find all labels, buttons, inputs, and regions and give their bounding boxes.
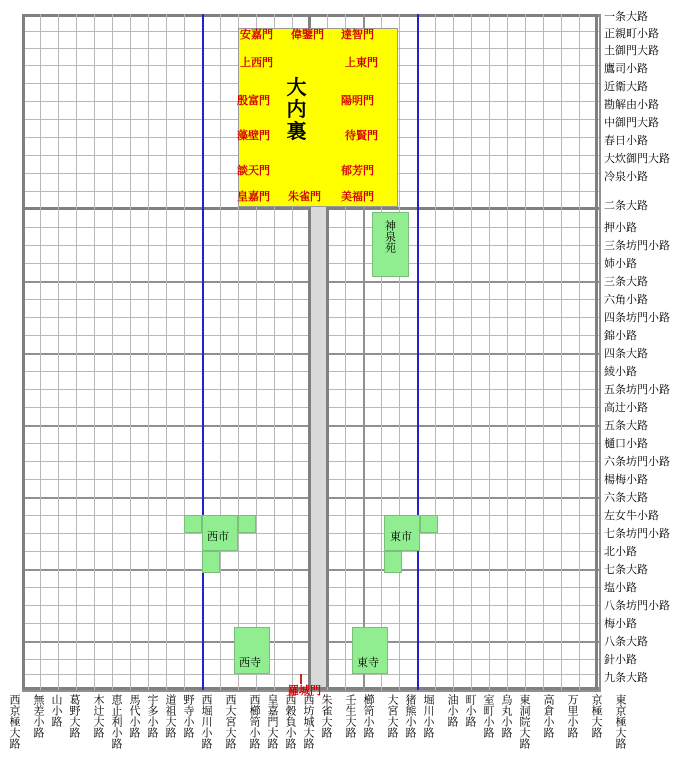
street-label: 京極大路 [590, 694, 603, 738]
gate-label: 郁芳門 [341, 164, 374, 177]
gate-label: 偉鑒門 [291, 28, 324, 41]
street-label: 勘解由小路 [604, 98, 659, 111]
street-label: 烏丸小路 [500, 694, 513, 738]
gate-label: 達智門 [341, 28, 374, 41]
horizontal-street-labels [604, 0, 700, 700]
street-label: 四条大路 [604, 347, 648, 360]
street-label: 五条大路 [604, 419, 648, 432]
district-label: 神泉苑 [383, 220, 397, 253]
street-label: 山小路 [50, 694, 63, 727]
street-label: 東洞院大路 [518, 694, 531, 749]
street-label: 高倉小路 [542, 694, 555, 738]
gate-label: 安嘉門 [240, 28, 273, 41]
grid-line-v [58, 14, 59, 690]
street-label: 三条坊門小路 [604, 239, 670, 252]
street-label: 錦小路 [604, 329, 637, 342]
street-label: 鷹司小路 [604, 62, 648, 75]
suzaku-avenue [309, 207, 327, 687]
street-label: 近衛大路 [604, 80, 648, 93]
street-label: 一条大路 [604, 10, 648, 23]
grid-line-v [399, 14, 400, 690]
district-nishinoichi-wing [202, 551, 220, 573]
street-label: 九条大路 [604, 671, 648, 684]
street-label: 大宮大路 [386, 694, 399, 738]
street-label: 恵止利小路 [110, 694, 123, 749]
district-higashinoichi-wing [384, 551, 402, 573]
gate-label: 陽明門 [341, 94, 374, 107]
rashomon-gate-label: 羅城門 [288, 684, 321, 697]
grid-line-v [435, 14, 436, 690]
street-label: 道祖大路 [164, 694, 177, 738]
street-label: 高辻小路 [604, 401, 648, 414]
grid-line-v [525, 14, 526, 690]
street-label: 野寺小路 [182, 694, 195, 738]
street-label: 四条坊門小路 [604, 311, 670, 324]
grid-line-v-blue [417, 14, 419, 690]
street-label: 西堀川小路 [200, 694, 213, 749]
gate-label: 上西門 [240, 56, 273, 69]
street-label: 油小路 [446, 694, 459, 727]
gate-label: 皇嘉門 [237, 190, 270, 203]
street-label: 中御門大路 [604, 116, 659, 129]
palace-title: 大内裏 [286, 75, 308, 143]
street-label: 葛野大路 [68, 694, 81, 738]
street-label: 宇多小路 [146, 694, 159, 738]
grid-line-v-major [326, 207, 329, 687]
grid-line-v [166, 14, 167, 690]
street-label: 東京極大路 [614, 694, 627, 749]
street-label: 室町小路 [482, 694, 495, 738]
street-label: 無差小路 [32, 694, 45, 738]
district-nishinoichi-wing [184, 515, 202, 533]
street-label: 六条大路 [604, 491, 648, 504]
street-label: 猪熊小路 [404, 694, 417, 738]
street-label: 大炊御門大路 [604, 152, 670, 165]
grid-line-v [595, 14, 598, 690]
grid-line-v-blue [202, 14, 204, 690]
street-label: 木辻大路 [92, 694, 105, 738]
street-label: 左女牛小路 [604, 509, 659, 522]
gate-label: 殷富門 [237, 94, 270, 107]
grid-line-v [579, 14, 580, 690]
street-label: 町小路 [464, 694, 477, 727]
street-label: 塩小路 [604, 581, 637, 594]
district-nishinoichi-wing [238, 515, 256, 533]
grid-line-v-major [308, 207, 311, 687]
street-label: 馬代小路 [128, 694, 141, 738]
grid-line-v [561, 14, 562, 690]
street-label: 七条大路 [604, 563, 648, 576]
vertical-street-labels [0, 694, 700, 778]
gate-label: 美福門 [341, 190, 374, 203]
grid-line-v [453, 14, 454, 690]
grid-line-v [543, 14, 544, 690]
grid-line-v [148, 14, 149, 690]
street-label: 七条坊門小路 [604, 527, 670, 540]
street-label: 土御門大路 [604, 44, 659, 57]
gate-label: 朱雀門 [288, 190, 321, 203]
street-label: 二条大路 [604, 199, 648, 212]
grid-line-v [489, 14, 490, 690]
grid-line-v [112, 14, 113, 690]
gate-label: 藻壁門 [237, 129, 270, 142]
grid-line-v [507, 14, 508, 690]
grid-line-v [130, 14, 131, 690]
street-label: 皇嘉門大路 [266, 694, 279, 749]
district-label: 東市 [390, 530, 412, 543]
street-label: 西大宮大路 [224, 694, 237, 749]
street-label: 万里小路 [566, 694, 579, 738]
street-label: 冷泉小路 [604, 170, 648, 183]
street-label: 六条坊門小路 [604, 455, 670, 468]
gate-label: 上東門 [345, 56, 378, 69]
street-label: 梅小路 [604, 617, 637, 630]
grid-line-v [471, 14, 472, 690]
grid-line-v [220, 14, 221, 690]
grid-line-v [184, 14, 185, 690]
street-label: 五条坊門小路 [604, 383, 670, 396]
street-label: 三条大路 [604, 275, 648, 288]
street-label: 八条坊門小路 [604, 599, 670, 612]
grid-line-v [76, 14, 77, 690]
street-label: 八条大路 [604, 635, 648, 648]
street-label: 西櫛笥小路 [248, 694, 261, 749]
street-label: 堀川小路 [422, 694, 435, 738]
rashomon-marker [300, 674, 302, 684]
district-label: 西市 [207, 530, 229, 543]
street-label: 姉小路 [604, 257, 637, 270]
grid-line-v [94, 14, 95, 690]
gate-label: 待賢門 [345, 129, 378, 142]
grid-line-v [22, 14, 25, 690]
street-label: 櫛笥小路 [362, 694, 375, 738]
street-label: 壬生大路 [344, 694, 357, 738]
street-label: 春日小路 [604, 134, 648, 147]
street-label: 西穀負小路 [284, 694, 297, 749]
gate-label: 談天門 [237, 164, 270, 177]
street-label: 西坊城大路 [302, 694, 315, 749]
district-label: 西寺 [239, 656, 261, 669]
street-label: 押小路 [604, 221, 637, 234]
street-label: 樋口小路 [604, 437, 648, 450]
street-label: 針小路 [604, 653, 637, 666]
street-label: 正親町小路 [604, 27, 659, 40]
grid-line-v [40, 14, 41, 690]
street-label: 楊梅小路 [604, 473, 648, 486]
street-label: 朱雀大路 [320, 694, 333, 738]
street-label: 綾小路 [604, 365, 637, 378]
street-label: 西京極大路 [8, 694, 21, 749]
district-label: 東寺 [357, 656, 379, 669]
street-label: 六角小路 [604, 293, 648, 306]
district-higashinoichi-wing [420, 515, 438, 533]
street-label: 北小路 [604, 545, 637, 558]
